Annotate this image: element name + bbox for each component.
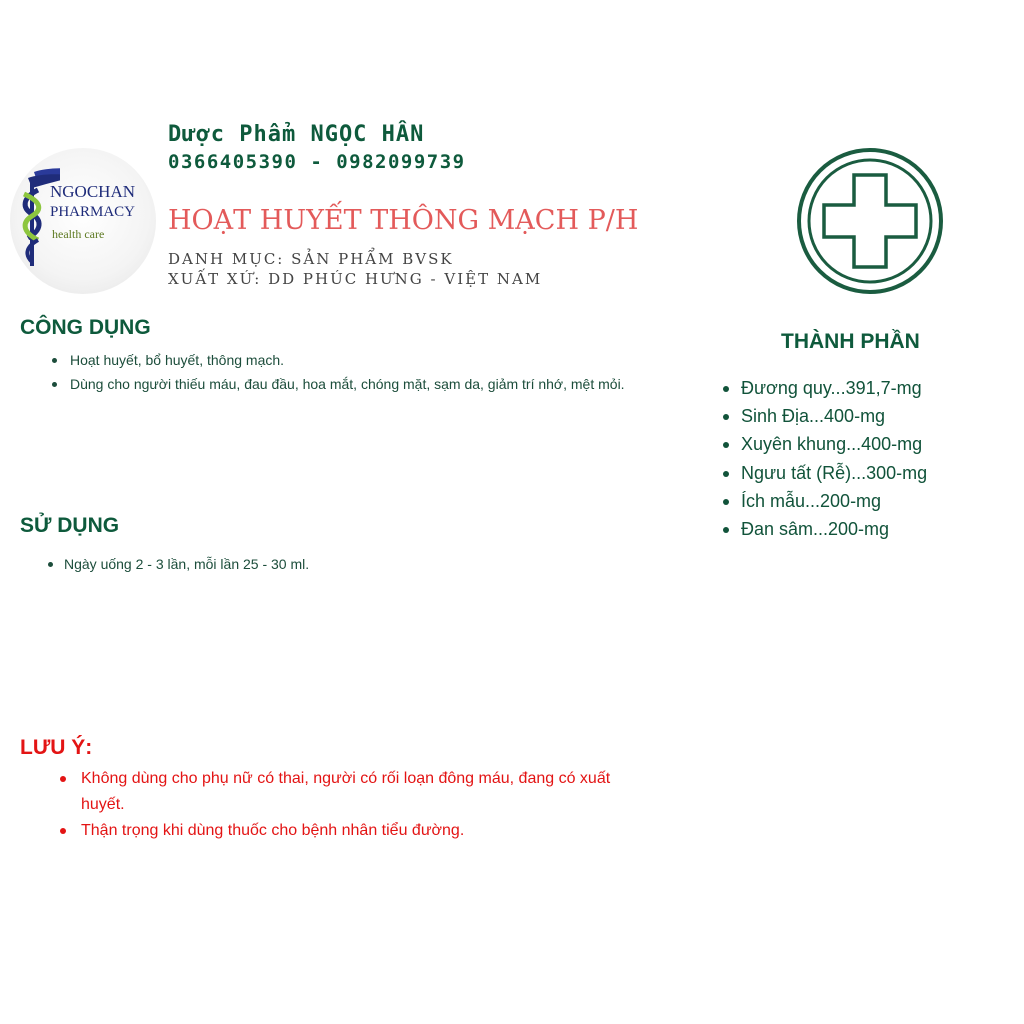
uses-list (52, 348, 625, 396)
list-item: Sinh Địa...400-mg (723, 402, 927, 430)
usage-heading: SỬ DỤNG (20, 514, 120, 537)
product-origin: XUẤT XỨ: DD PHÚC HƯNG - VIỆT NAM (168, 270, 543, 288)
ingredients-list (723, 374, 927, 543)
list-item: Thận trọng khi dùng thuốc cho bệnh nhân tiểu đường. (60, 818, 620, 844)
logo-text-tagline: health care (52, 227, 105, 241)
brand-phone: 0366405390 - 0982099739 (168, 151, 466, 173)
warnings-heading: LƯU Ý: (20, 736, 93, 759)
list-item: Ích mẫu...200-mg (723, 487, 927, 515)
uses-heading: CÔNG DỤNG (20, 316, 151, 339)
list-item: Không dùng cho phụ nữ có thai, người có rối loạn đông máu, đang có xuất huyết. (60, 766, 620, 818)
logo-text-pharmacy: PHARMACY (50, 204, 136, 220)
pharmacy-logo (10, 148, 156, 294)
list-item: Đan sâm...200-mg (723, 515, 927, 543)
list-item: Đương quy...391,7-mg (723, 374, 927, 402)
ingredients-heading: THÀNH PHẦN (781, 330, 920, 353)
list-item: Dùng cho người thiếu máu, đau đầu, hoa mắt, chóng mặt, sạm da, giảm trí nhớ, mệt mỏi. (52, 372, 625, 396)
product-title: HOẠT HUYẾT THÔNG MẠCH P/H (168, 205, 639, 236)
usage-list (48, 552, 309, 576)
product-category: DANH MỤC: SẢN PHẨM BVSK (168, 250, 454, 268)
medical-cross-icon (796, 147, 944, 295)
warnings-list (60, 766, 620, 844)
logo-text-ngochan: NGOCHAN (50, 182, 135, 201)
list-item: Ngày uống 2 - 3 lần, mỗi lần 25 - 30 ml. (48, 552, 309, 576)
list-item: Ngưu tất (Rễ)...300-mg (723, 459, 927, 487)
list-item: Hoạt huyết, bổ huyết, thông mạch. (52, 348, 625, 372)
brand-name: Dược Phẩm NGỌC HÂN (168, 122, 425, 147)
list-item: Xuyên khung...400-mg (723, 430, 927, 458)
